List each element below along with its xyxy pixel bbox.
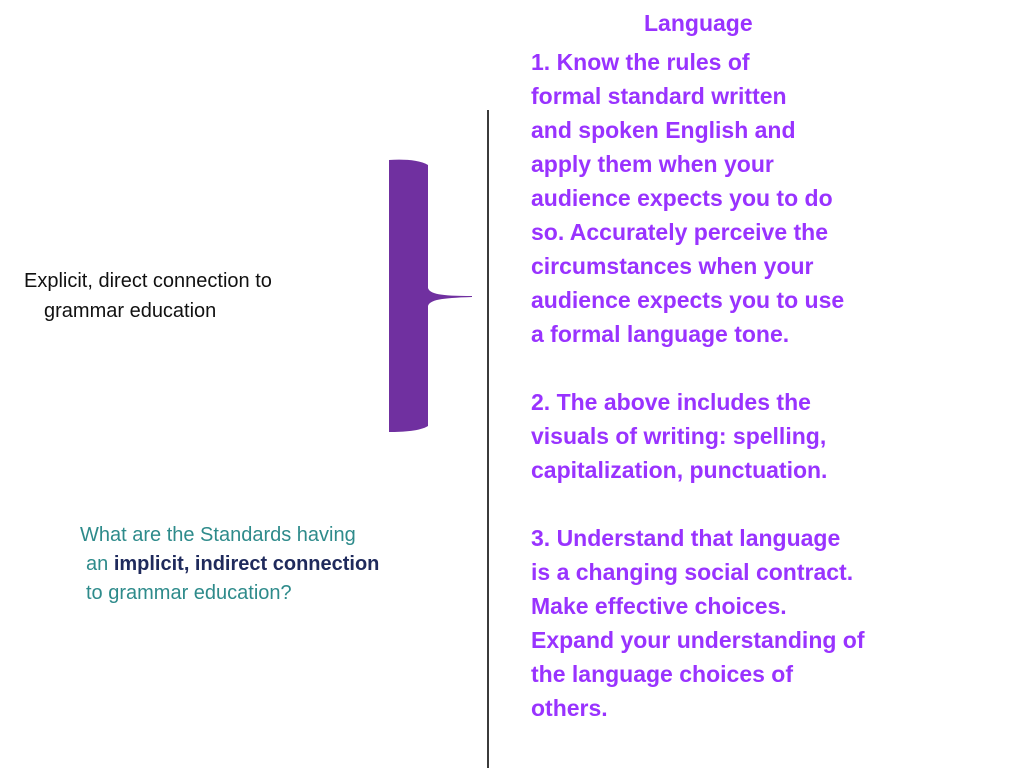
question-line-1: What are the Standards having: [80, 524, 356, 546]
list-line: 1. Know the rules of: [531, 49, 750, 75]
list-line: others.: [531, 695, 608, 721]
vertical-divider: [487, 110, 489, 768]
question-line-2-prefix: an: [86, 553, 114, 575]
list-line: Expand your understanding of: [531, 627, 865, 653]
list-line: circumstances when your: [531, 253, 814, 279]
list-line: apply them when your: [531, 151, 774, 177]
list-line: formal standard written: [531, 83, 787, 109]
list-line: 2. The above includes the: [531, 389, 811, 415]
question-emphasis: implicit, indirect connection: [113, 553, 380, 575]
list-line: 3. Understand that language: [531, 525, 841, 551]
list-line: so. Accurately perceive the: [531, 219, 829, 245]
list-line: Make effective choices.: [531, 593, 787, 619]
list-line: audience expects you to do: [531, 185, 833, 211]
list-line: capitalization, punctuation.: [531, 457, 828, 483]
explicit-connection-label: [24, 266, 272, 326]
list-line: is a changing social contract.: [531, 559, 854, 585]
question-line-2: [80, 550, 379, 579]
list-line: a formal language tone.: [531, 321, 790, 347]
curly-brace-shape: [386, 156, 476, 436]
list-line: the language choices of: [531, 661, 793, 687]
language-standards-list: [531, 45, 1011, 725]
explicit-line-1: Explicit, direct connection to: [24, 270, 272, 292]
brace-path: [389, 160, 472, 432]
list-line: audience expects you to use: [531, 287, 845, 313]
slide-heading: Language: [644, 10, 753, 36]
question-line-3: to grammar education?: [86, 582, 292, 604]
list-line: and spoken English and: [531, 117, 796, 143]
list-spacer: [531, 487, 1011, 521]
explicit-line-2: grammar education: [44, 300, 217, 322]
list-line: visuals of writing: spelling,: [531, 423, 827, 449]
list-spacer: [531, 351, 1011, 385]
implicit-connection-question: [80, 521, 379, 608]
